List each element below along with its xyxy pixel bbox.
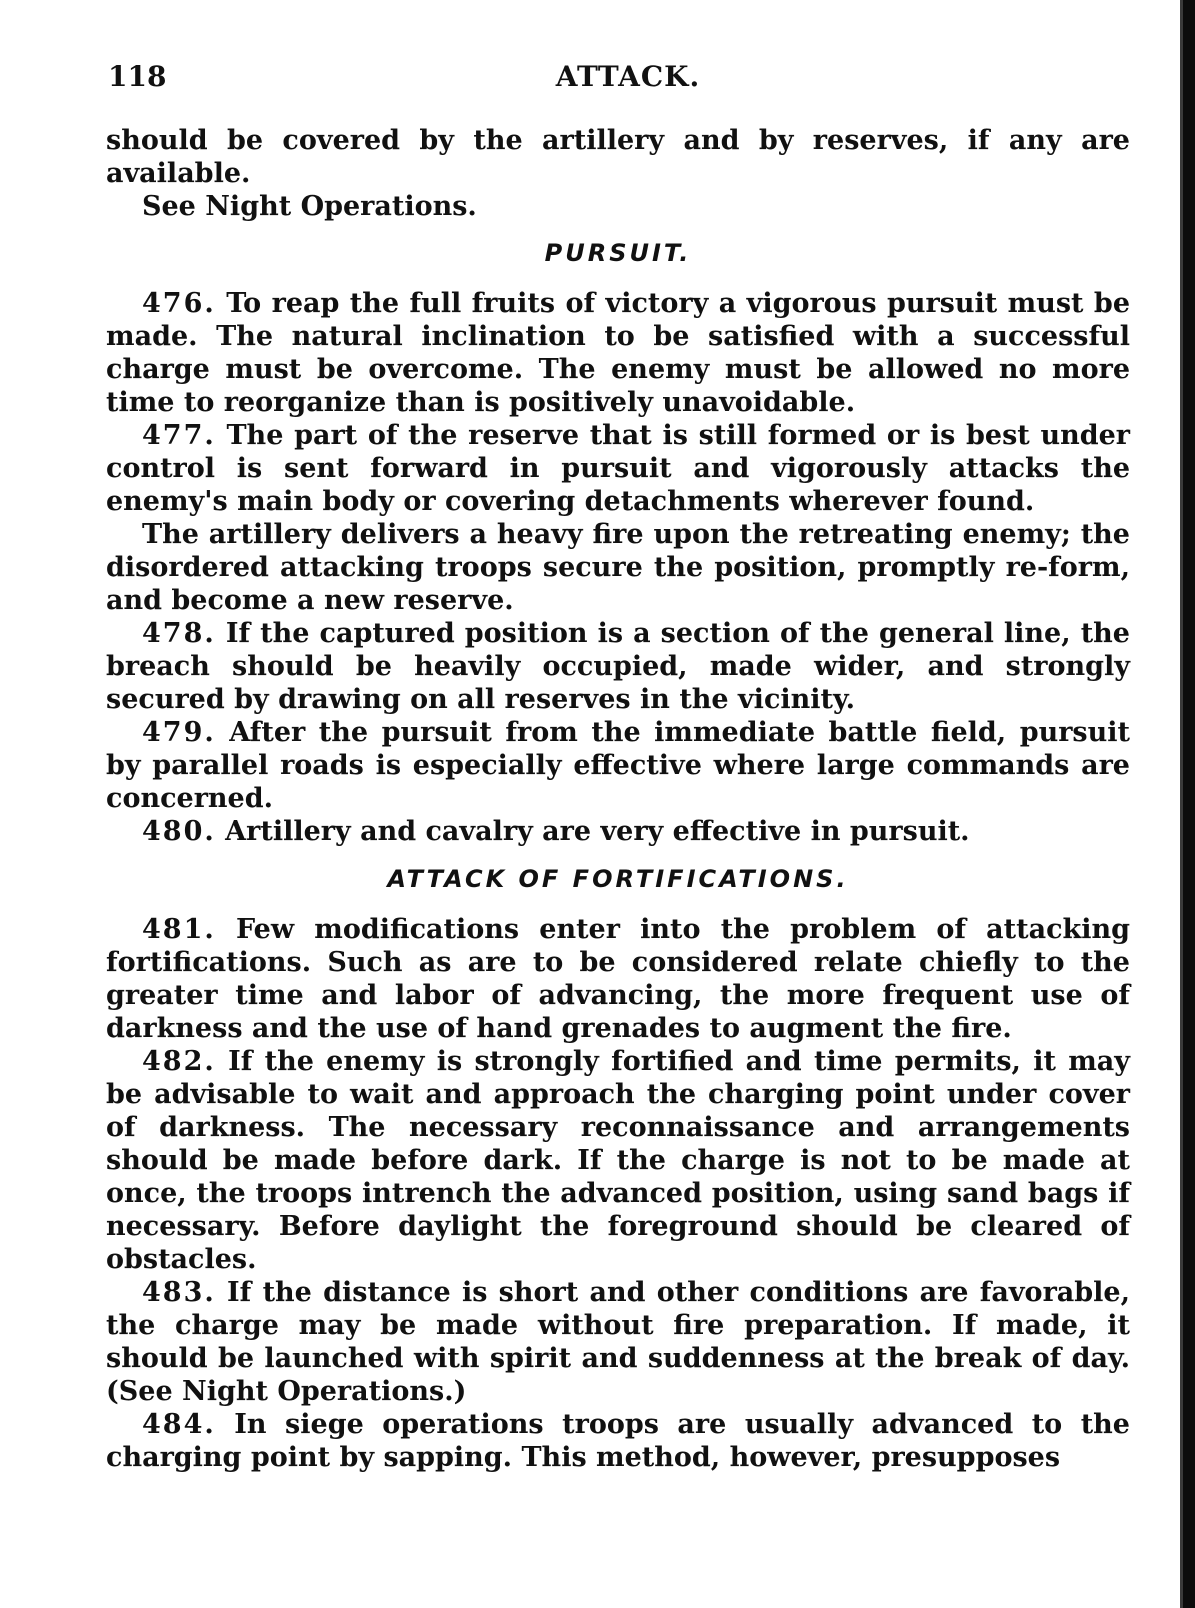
paragraph-number: 483.: [142, 1277, 216, 1308]
see-also-reference: See Night Operations.: [142, 191, 477, 222]
page-header: [108, 60, 1148, 100]
paragraph-text: The part of the reserve that is still formed or is best under control is sent forward in pursuit and vigorously attacks the enemy's main body or covering detachments wherever found.: [106, 420, 1130, 517]
page-number: 118: [108, 60, 167, 93]
paragraph-number: 476.: [142, 288, 216, 319]
running-head: ATTACK.: [555, 60, 701, 93]
paragraph-479: [106, 716, 1130, 815]
section-title-attack-of-fortifications: ATTACK OF FORTIFICATIONS.: [387, 865, 849, 893]
paragraph-number: 478.: [142, 618, 216, 649]
paragraph-478: [106, 617, 1130, 716]
paragraph-number: 479.: [142, 717, 216, 748]
paragraph-number: 484.: [142, 1409, 216, 1440]
paragraph-477-continued: [106, 518, 1130, 617]
paragraph-number: 480.: [142, 816, 216, 847]
paragraph-text: After the pursuit from the immediate battle field, pursuit by parallel roads is especially effective where large commands are concerned.: [106, 717, 1130, 814]
paragraph-number: 477.: [142, 420, 216, 451]
paragraph-484: [106, 1408, 1130, 1474]
continuation-paragraph: should be covered by the artillery and by reserves, if any are available.: [106, 125, 1130, 189]
paragraph-text: If the enemy is strongly fortified and time permits, it may be advisable to wait and approach the charging point under cover of darkness. The necessary reconnaissance and arrangements should be made before dark. If the charge is not to be made at once, the troops intrench the advanced position, using sand bags if necessary. Before daylight the foreground should be cleared of obstacles.: [106, 1046, 1130, 1275]
paragraph-text: If the captured position is a section of the general line, the breach should be heavily occupied, made wider, and strongly secured by drawing on all reserves in the vicinity.: [106, 618, 1130, 715]
paragraph-text: The artillery delivers a heavy fire upon the retreating enemy; the disordered attacking troops secure the position, promptly re-form, and become a new reserve.: [106, 519, 1130, 616]
paragraph-text: If the distance is short and other conditions are favorable, the charge may be made without fire preparation. If made, it should be launched with spirit and suddenness at the break of day. (See Night Operations.): [106, 1277, 1131, 1407]
paragraph-482: [106, 1045, 1130, 1276]
paragraph-text: To reap the full fruits of victory a vigorous pursuit must be made. The natural inclination to be satisfied with a successful charge must be overcome. The enemy must be allowed no more time to reorganize than is positively unavoidable.: [106, 288, 1130, 418]
body-text: [106, 124, 1130, 1474]
paragraph-number: 481.: [142, 914, 216, 945]
paragraph-483: [106, 1276, 1130, 1408]
paragraph-477: [106, 419, 1130, 518]
paragraph-number: 482.: [142, 1046, 216, 1077]
paragraph-text: Artillery and cavalry are very effective in pursuit.: [225, 816, 970, 847]
page-binding-edge: [1183, 0, 1195, 1608]
paragraph-text: In siege operations troops are usually advanced to the charging point by sapping. This method, however, presupposes: [106, 1409, 1130, 1473]
paragraph-476: [106, 287, 1130, 419]
paragraph-text: Few modifications enter into the problem of attacking fortifications. Such as are to be considered relate chiefly to the greater time and labor of advancing, the more frequent use of darkness and the use of hand grenades to augment the fire.: [106, 914, 1130, 1044]
paragraph-480: [106, 815, 1130, 848]
paragraph-481: [106, 913, 1130, 1045]
section-title-pursuit: PURSUIT.: [544, 239, 692, 267]
